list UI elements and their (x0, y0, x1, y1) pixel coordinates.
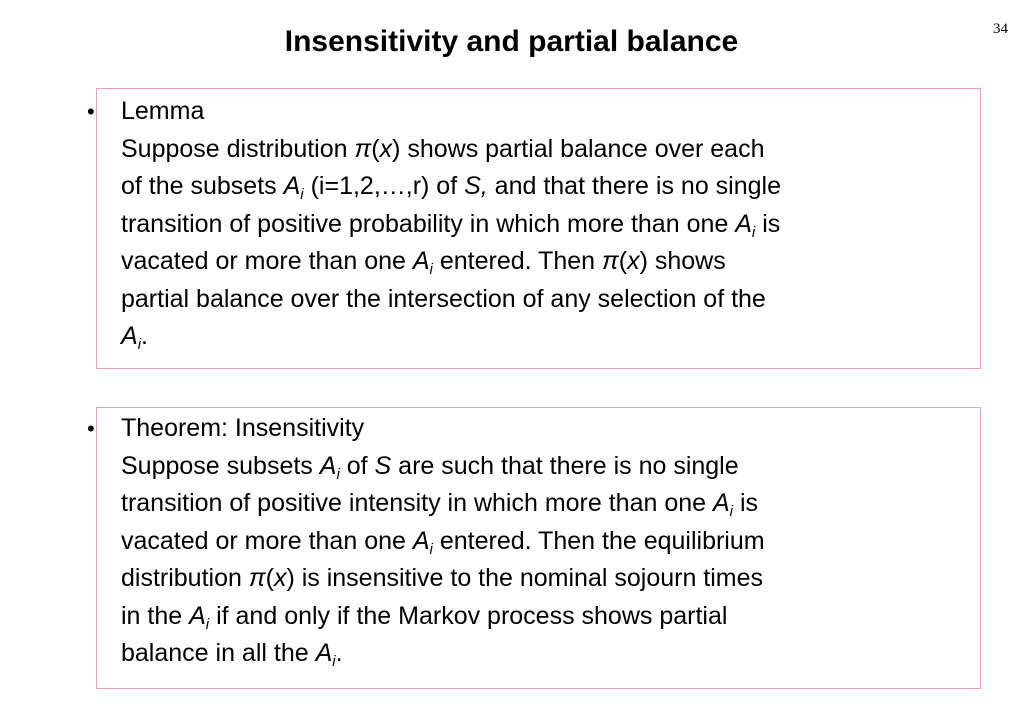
text-run: vacated or more than one (121, 526, 413, 555)
text-run: ) shows partial balance over each (392, 134, 765, 163)
text-run: π (602, 247, 619, 275)
subscript: i (751, 223, 756, 241)
text-run: x (273, 564, 287, 592)
text-run: ) is insensitive to the nominal sojourn times (286, 564, 764, 592)
text-run: A (189, 601, 206, 630)
subscript: i (205, 615, 210, 633)
text-run: entered. Then the equilibrium (432, 526, 765, 555)
text-line (121, 206, 971, 244)
text-run: ( (265, 564, 274, 592)
text-run: in the (121, 601, 190, 630)
subscript: i (336, 465, 340, 483)
text-run: and that there is no single (487, 172, 781, 200)
text-line (121, 168, 971, 206)
text-run: of (339, 451, 375, 480)
slide-title: Insensitivity and partial balance (284, 25, 739, 58)
text-run: S (374, 451, 392, 480)
text-run: are such that there is no single (391, 451, 739, 480)
text-run: if and only if the Markov process shows partial (209, 601, 728, 630)
text-run: A (319, 451, 337, 480)
text-run: Suppose distribution (121, 134, 355, 163)
subscript: i (137, 336, 142, 353)
text-line (121, 635, 971, 673)
lemma-body (121, 131, 971, 356)
text-run: A (283, 172, 301, 200)
text-run: A (412, 247, 430, 275)
text-line (121, 243, 971, 281)
subscript: i (332, 653, 336, 670)
text-run: π (354, 134, 372, 163)
theorem-block (121, 410, 971, 673)
text-line (121, 485, 971, 523)
text-run: x (379, 134, 393, 163)
text-run: A (735, 209, 752, 238)
text-line (121, 523, 971, 561)
text-run: entered. Then (432, 247, 602, 275)
text-line (121, 560, 971, 598)
lemma-heading: Lemma (121, 97, 205, 125)
text-run: A (121, 322, 138, 350)
lemma-bullet: • (87, 99, 95, 124)
subscript: i (429, 540, 433, 558)
text-run: transition of positive intensity in which more than one (121, 489, 713, 517)
text-run: Suppose subsets (121, 451, 320, 480)
text-run: balance in all the (121, 639, 316, 667)
page-number: 34 (993, 21, 1008, 37)
text-run: (i=1,2,…,r) of (303, 172, 465, 200)
text-run: . (335, 639, 343, 667)
text-run: A (412, 526, 430, 555)
text-line (121, 131, 971, 169)
theorem-body (121, 448, 971, 673)
theorem-bullet: • (87, 416, 95, 441)
subscript: i (300, 186, 304, 203)
subscript: i (729, 503, 734, 520)
text-line (121, 318, 971, 356)
text-line (121, 281, 971, 319)
text-run: x (627, 247, 640, 275)
subscript: i (429, 261, 433, 278)
theorem-heading: Theorem: Insensitivity (121, 414, 365, 442)
text-run: S, (464, 172, 488, 200)
text-run: vacated or more than one (121, 247, 413, 275)
text-run: . (141, 322, 148, 350)
text-run: ( (371, 134, 380, 163)
text-run: partial balance over the intersection of any selection of the (121, 284, 766, 313)
text-run: is (755, 209, 781, 238)
text-run: distribution (121, 564, 249, 592)
text-run: transition of positive probability in which more than one (121, 209, 736, 238)
lemma-block (121, 93, 971, 356)
text-run: A (315, 639, 333, 667)
text-run: A (712, 489, 730, 517)
text-run: of the subsets (121, 172, 284, 200)
text-run: ( (618, 247, 628, 275)
text-run: ) shows (639, 247, 726, 275)
text-run: π (248, 564, 266, 592)
text-run: is (733, 489, 759, 517)
text-line (121, 598, 971, 636)
text-line (121, 448, 971, 486)
